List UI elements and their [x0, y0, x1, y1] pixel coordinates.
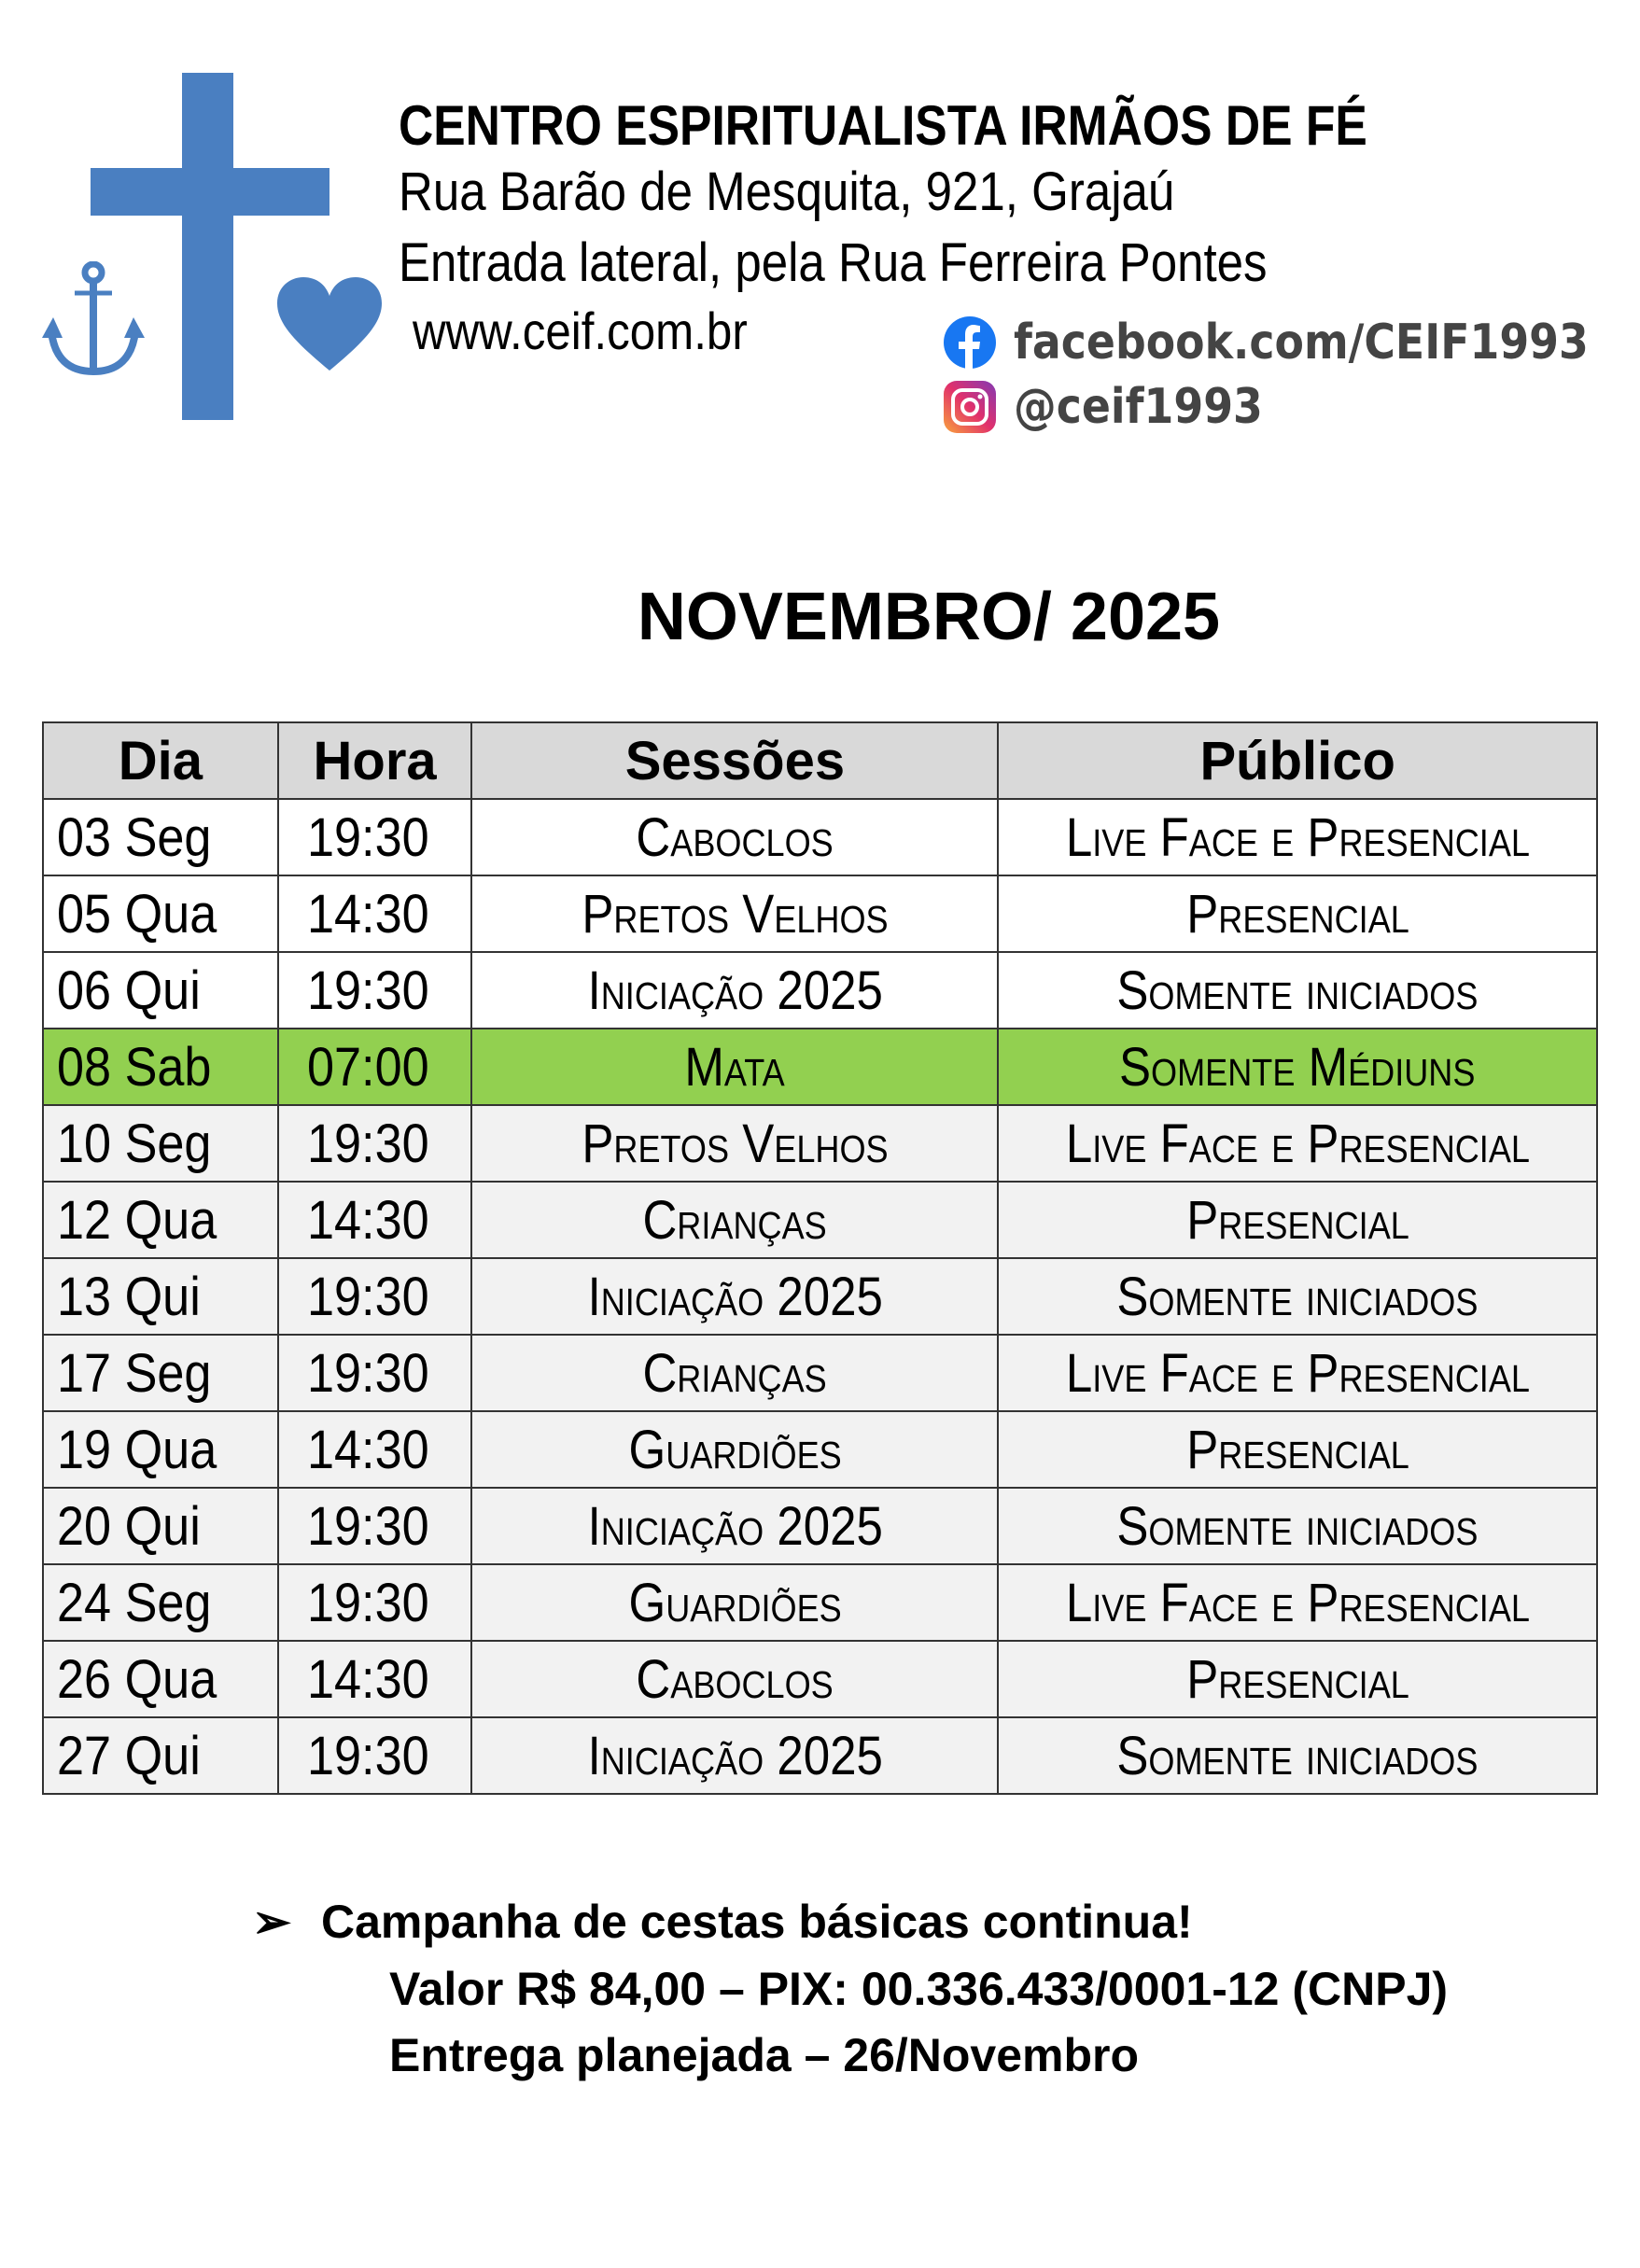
facebook-handle: facebook.com/CEIF1993 [1014, 315, 1589, 371]
hora-text: 19:30 [307, 1572, 429, 1633]
cell-dia [43, 1411, 278, 1488]
publico-text: Somente iniciados [1116, 1266, 1479, 1327]
facebook-icon [943, 315, 997, 370]
publico-text: Live Face e Presencial [1065, 1113, 1530, 1174]
dia-text: 26 Qua [57, 1648, 217, 1710]
dia-text: 17 Seg [57, 1342, 212, 1404]
table-row [43, 1411, 1597, 1488]
cell-sessao [471, 1488, 998, 1564]
cell-sessao [471, 1411, 998, 1488]
cell-dia [43, 1488, 278, 1564]
column-header-sessoes: Sessões [471, 722, 998, 799]
sessao-text: Pretos Velhos [582, 883, 889, 945]
org-name: CENTRO ESPIRITUALISTA IRMÃOS DE FÉ [399, 94, 1367, 157]
cell-dia [43, 952, 278, 1029]
dia-text: 08 Sab [57, 1036, 212, 1098]
publico-text: Live Face e Presencial [1065, 1572, 1530, 1633]
cell-sessao [471, 1564, 998, 1641]
table-row [43, 1029, 1597, 1105]
cell-hora [278, 1182, 472, 1258]
cell-sessao [471, 1258, 998, 1335]
dia-text: 24 Seg [57, 1572, 212, 1633]
cell-hora [278, 1029, 472, 1105]
cell-sessao [471, 1641, 998, 1717]
cell-dia [43, 1258, 278, 1335]
dia-text: 10 Seg [57, 1113, 212, 1174]
dia-text: 06 Qui [57, 959, 201, 1021]
cell-dia [43, 1641, 278, 1717]
heart-icon [277, 277, 382, 372]
hora-text: 19:30 [307, 1495, 429, 1557]
publico-text: Live Face e Presencial [1065, 1342, 1530, 1404]
table-row [43, 1182, 1597, 1258]
cell-sessao [471, 799, 998, 875]
cell-hora [278, 799, 472, 875]
table-row [43, 1641, 1597, 1717]
facebook-link[interactable] [943, 315, 1640, 371]
sessao-text: Iniciação 2025 [587, 1495, 883, 1557]
hora-text: 19:30 [307, 959, 429, 1021]
hora-text: 19:30 [307, 1266, 429, 1327]
column-header-publico: Público [998, 722, 1597, 799]
table-row [43, 1564, 1597, 1641]
sessao-text: Iniciação 2025 [587, 1266, 883, 1327]
website-link[interactable]: www.ceif.com.br [413, 301, 748, 360]
cell-sessao [471, 1335, 998, 1411]
cell-publico [998, 952, 1597, 1029]
hora-text: 14:30 [307, 1189, 429, 1251]
cell-publico [998, 1029, 1597, 1105]
instagram-icon [943, 380, 997, 434]
instagram-handle: @ceif1993 [1014, 379, 1263, 435]
sessao-text: Iniciação 2025 [587, 1725, 883, 1786]
cell-hora [278, 1411, 472, 1488]
cell-publico [998, 1488, 1597, 1564]
cell-publico [998, 1335, 1597, 1411]
dia-text: 05 Qua [57, 883, 217, 945]
table-row [43, 1488, 1597, 1564]
campaign-value: Valor R$ 84,00 – PIX: 00.336.433/0001-12 (CNPJ) [389, 1963, 1449, 2015]
sessao-text: Guardiões [628, 1572, 842, 1633]
anchor-icon [42, 261, 145, 378]
campaign-delivery: Entrega planejada – 26/Novembro [389, 2029, 1140, 2081]
cell-dia [43, 1564, 278, 1641]
cell-hora [278, 1488, 472, 1564]
cell-dia [43, 1182, 278, 1258]
cell-dia [43, 875, 278, 952]
sessao-text: Caboclos [636, 1648, 834, 1710]
cell-sessao [471, 952, 998, 1029]
sessao-text: Pretos Velhos [582, 1113, 889, 1174]
cross-icon [182, 73, 233, 420]
cell-publico [998, 1258, 1597, 1335]
cell-sessao [471, 1182, 998, 1258]
cell-hora [278, 1105, 472, 1182]
cell-publico [998, 1641, 1597, 1717]
cell-publico [998, 1105, 1597, 1182]
hora-text: 19:30 [307, 1113, 429, 1174]
cell-hora [278, 952, 472, 1029]
hora-text: 07:00 [307, 1036, 429, 1098]
cell-publico [998, 1182, 1597, 1258]
publico-text: Somente Médiuns [1119, 1036, 1476, 1098]
table-row [43, 1335, 1597, 1411]
cell-publico [998, 799, 1597, 875]
entrance-info: Entrada lateral, pela Rua Ferreira Pontes [399, 232, 1268, 293]
cell-hora [278, 1641, 472, 1717]
cell-hora [278, 1717, 472, 1794]
dia-text: 19 Qua [57, 1419, 217, 1480]
cell-dia [43, 1717, 278, 1794]
cell-hora [278, 1564, 472, 1641]
cell-hora [278, 875, 472, 952]
cell-hora [278, 1258, 472, 1335]
publico-text: Presencial [1185, 1419, 1409, 1480]
cross-bar [91, 168, 329, 216]
hora-text: 14:30 [307, 1648, 429, 1710]
publico-text: Presencial [1185, 883, 1409, 945]
cell-publico [998, 1564, 1597, 1641]
cell-publico [998, 1411, 1597, 1488]
hora-text: 14:30 [307, 883, 429, 945]
hora-text: 19:30 [307, 806, 429, 868]
hora-text: 14:30 [307, 1419, 429, 1480]
page-title: NOVEMBRO/ 2025 [637, 580, 1221, 654]
dia-text: 27 Qui [57, 1725, 201, 1786]
dia-text: 13 Qui [57, 1266, 201, 1327]
dia-text: 20 Qui [57, 1495, 201, 1557]
publico-text: Somente iniciados [1116, 1725, 1479, 1786]
cell-sessao [471, 875, 998, 952]
cell-publico [998, 1717, 1597, 1794]
publico-text: Live Face e Presencial [1065, 806, 1530, 868]
dia-text: 12 Qua [57, 1189, 217, 1251]
cell-dia [43, 1335, 278, 1411]
dia-text: 03 Seg [57, 806, 212, 868]
cell-sessao [471, 1717, 998, 1794]
hora-text: 19:30 [307, 1725, 429, 1786]
cell-publico [998, 875, 1597, 952]
cell-sessao [471, 1105, 998, 1182]
address: Rua Barão de Mesquita, 921, Grajaú [399, 161, 1175, 222]
cell-hora [278, 1335, 472, 1411]
sessao-text: Guardiões [628, 1419, 842, 1480]
cell-dia [43, 1029, 278, 1105]
table-row [43, 1258, 1597, 1335]
sessao-text: Iniciação 2025 [587, 959, 883, 1021]
cell-sessao [471, 1029, 998, 1105]
publico-text: Presencial [1185, 1189, 1409, 1251]
bullet-arrow-icon: ➢ [252, 1896, 291, 1948]
table-row [43, 799, 1597, 875]
cell-dia [43, 1105, 278, 1182]
table-row [43, 1105, 1597, 1182]
sessao-text: Crianças [642, 1189, 828, 1251]
table-row [43, 1717, 1597, 1794]
table-row [43, 875, 1597, 952]
table-header [43, 722, 1597, 799]
sessao-text: Crianças [642, 1342, 828, 1404]
sessao-text: Mata [684, 1036, 786, 1098]
table-row [43, 952, 1597, 1029]
cell-dia [43, 799, 278, 875]
instagram-link[interactable] [943, 379, 1297, 435]
hora-text: 19:30 [307, 1342, 429, 1404]
column-header-hora: Hora [278, 722, 472, 799]
publico-text: Presencial [1185, 1648, 1409, 1710]
publico-text: Somente iniciados [1116, 959, 1479, 1021]
schedule-table [42, 721, 1598, 1795]
sessao-text: Caboclos [636, 806, 834, 868]
campaign-heading: Campanha de cestas básicas continua! [321, 1896, 1193, 1948]
column-header-dia: Dia [43, 722, 278, 799]
publico-text: Somente iniciados [1116, 1495, 1479, 1557]
